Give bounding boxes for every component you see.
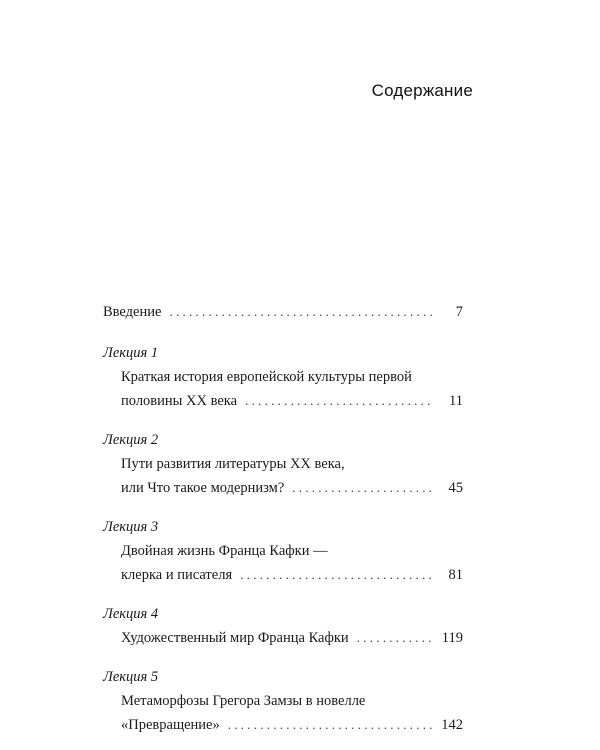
lecture-heading: Лекция 4 [103,606,159,622]
toc-lecture-3 [103,515,463,587]
toc-entry-intro [103,300,463,324]
dot-leader [228,713,433,737]
dot-leader [169,300,433,324]
lecture-heading: Лекция 2 [103,432,159,448]
toc-page-number: 142 [441,717,463,733]
table-of-contents [103,300,463,737]
toc-lecture-4 [103,602,463,650]
lecture-heading: Лекция 5 [103,669,159,685]
toc-lecture-2 [103,428,463,500]
toc-entry-label: Введение [103,304,162,320]
toc-entry-title-line: половины XX века . . . 11 [103,389,463,413]
toc-entry-title-line: клерка и писателя . . . 81 [103,563,463,587]
toc-entry-title-line: «Превращение» . . . 142 [103,713,463,737]
toc-page-number: 119 [441,630,463,646]
toc-entry-title-line: Художественный мир Франца Кафки . . . 119 [103,626,463,650]
toc-lecture-1 [103,341,463,413]
toc-page-number: 11 [449,393,463,409]
toc-entry-title-line: Двойная жизнь Франца Кафки — [121,543,328,559]
dot-leader [357,626,433,650]
page-title: Содержание [371,81,473,100]
toc-page-number: 81 [448,567,463,583]
toc-lecture-5 [103,665,463,737]
lecture-heading: Лекция 1 [103,345,159,361]
toc-entry-title-line: или Что такое модернизм? . . . 45 [103,476,463,500]
toc-page-number: 7 [455,304,463,320]
lecture-heading: Лекция 3 [103,519,159,535]
toc-page-number: 45 [448,480,463,496]
toc-entry-title-line: Метаморфозы Грегора Замзы в новелле [121,693,366,709]
toc-entry-title-line: Краткая история европейской культуры первой [121,369,412,385]
dot-leader [292,476,433,500]
dot-leader [245,389,433,413]
toc-entry-title-line: Пути развития литературы XX века, [121,456,345,472]
dot-leader [240,563,433,587]
